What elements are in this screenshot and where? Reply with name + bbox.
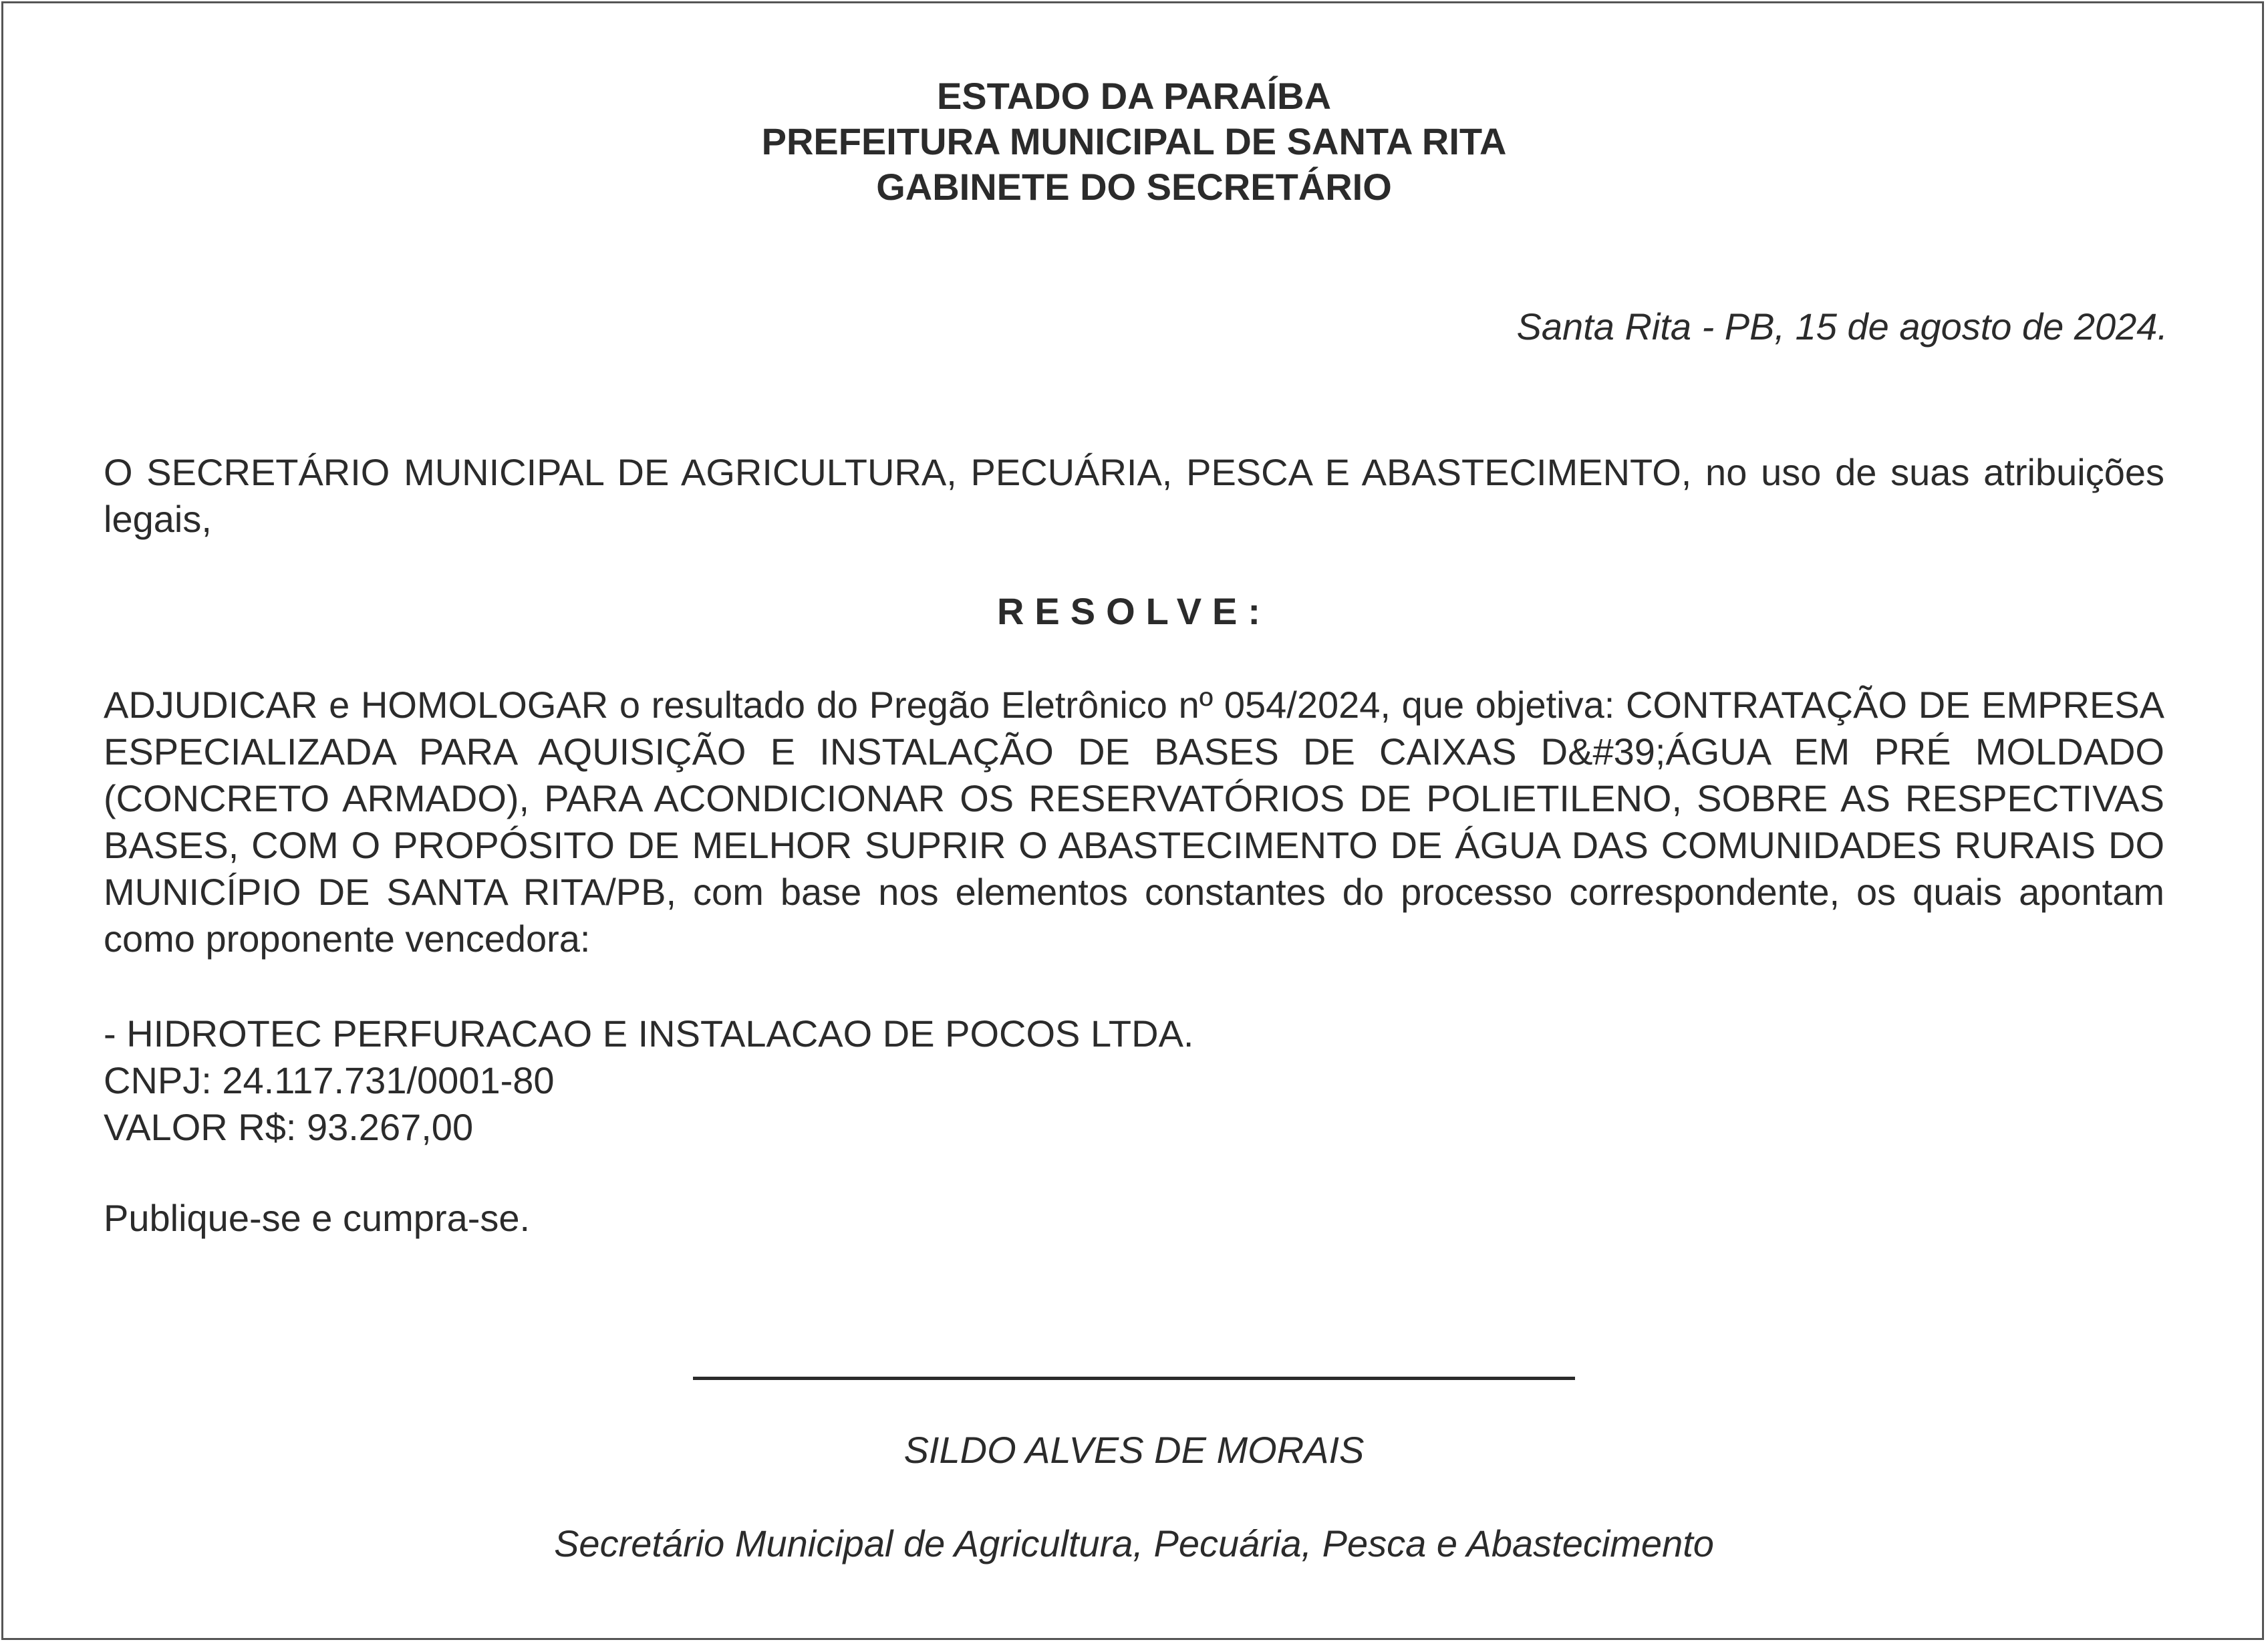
signature-line — [693, 1377, 1575, 1380]
document-date: Santa Rita - PB, 15 de agosto de 2024. — [1516, 305, 2168, 348]
intro-paragraph: O SECRETÁRIO MUNICIPAL DE AGRICULTURA, PECUÁRIA, PESCA E ABASTECIMENTO, no uso de suas atribuições legais, — [104, 451, 2164, 540]
signatory-name: SILDO ALVES DE MORAIS — [903, 1429, 1365, 1471]
closing-text: Publique-se e cumpra-se. — [104, 1197, 531, 1239]
winner-value: VALOR R$: 93.267,00 — [104, 1106, 474, 1148]
winner-block — [104, 1010, 1194, 1151]
signatory-role: Secretário Municipal de Agricultura, Pecuária, Pesca e Abastecimento — [554, 1522, 1714, 1564]
header-state: ESTADO DA PARAÍBA — [936, 75, 1332, 117]
header-cabinet: GABINETE DO SECRETÁRIO — [876, 166, 1392, 208]
winner-company: - HIDROTEC PERFURACAO E INSTALACAO DE POCOS LTDA. — [104, 1012, 1194, 1055]
resolve-heading: RESOLVE: — [996, 590, 1272, 632]
winner-cnpj: CNPJ: 24.117.731/0001-80 — [104, 1059, 555, 1101]
body-paragraph: ADJUDICAR e HOMOLOGAR o resultado do Pregão Eletrônico nº 054/2024, que objetiva: CONTRATAÇÃO DE EMPRESA ESPECIALIZADA PARA AQUISIÇÃO E INSTALAÇÃO DE BASES DE CAIXAS D&#39;ÁGUA EM PRÉ MOLDADO (CONCRETO ARMADO), PARA ACONDICIONAR OS RESERVATÓRIOS DE POLIETILENO, SOBRE AS RESPECTIVAS BASES, COM O PROPÓSITO DE MELHOR SUPRIR O ABASTECIMENTO DE ÁGUA DAS COMUNIDADES RURAIS DO MUNICÍPIO DE SANTA RITA/PB, com base nos elementos constantes do processo correspondente, os quais apontam como proponente vencedora: — [104, 684, 2164, 960]
header-prefecture: PREFEITURA MUNICIPAL DE SANTA RITA — [761, 120, 1507, 162]
document-header — [0, 74, 2268, 210]
